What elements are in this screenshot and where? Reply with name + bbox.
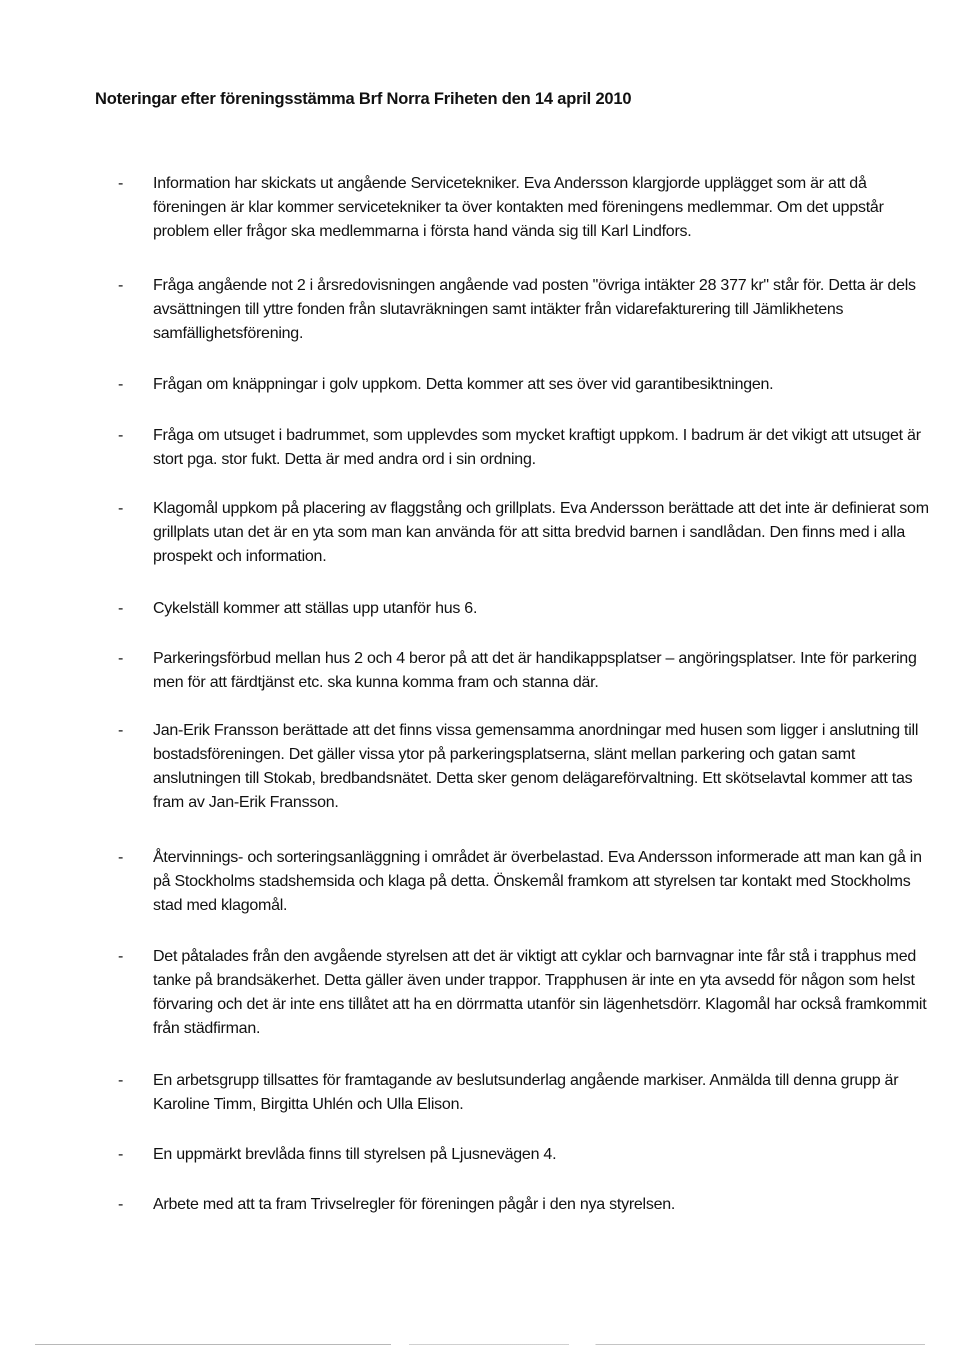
bullet-dash: -	[118, 1146, 124, 1163]
list-item-text: Återvinnings- och sorteringsanläggning i området är överbelastad. Eva Andersson informerade att man kan gå in på Stockholms stadshemsida och klaga på detta. Önskemål framkom att styrelsen tar kontakt med Stockholms stad med klagomål.	[153, 849, 922, 914]
footer-divider	[35, 1344, 925, 1345]
list-item-text: Frågan om knäppningar i golv uppkom. Detta kommer att ses över vid garantibesiktningen.	[153, 376, 774, 393]
list-item	[118, 497, 933, 569]
bullet-dash: -	[118, 722, 124, 739]
list-item-text: Fråga angående not 2 i årsredovisningen angående vad posten "övriga intäkter 28 377 kr" står för. Detta är dels avsättningen till yttre fonden från slutavräkningen samt intäkter från vidarefakturering till Jämlikhetens samfällighetsförening.	[153, 277, 916, 342]
list-item	[118, 597, 933, 621]
list-item	[118, 1069, 933, 1117]
list-item	[118, 846, 933, 918]
bullet-dash: -	[118, 1072, 124, 1089]
bullet-dash: -	[118, 849, 124, 866]
list-item-text: Cykelställ kommer att ställas upp utanför hus 6.	[153, 600, 478, 617]
list-item-text: Jan-Erik Fransson berättade att det finns vissa gemensamma anordningar med husen som ligger i anslutning till bostadsföreningen. Det gäller vissa ytor på parkeringsplatserna, slänt mellan parkering och gatan samt anslutningen till Stokab, bredbandsnätet. Detta sker genom delägareförvaltning. Ett skötselavtal kommer att tas fram av Jan-Erik Fransson.	[153, 722, 919, 811]
bullet-dash: -	[118, 948, 124, 965]
list-item-text: Klagomål uppkom på placering av flaggstång och grillplats. Eva Andersson berättade att det inte är definierat som grillplats utan det är en yta som man kan använda för att sitta bredvid barnen i sandlådan. Den finns med i alla prospekt och information.	[153, 500, 929, 565]
list-item	[118, 373, 933, 397]
list-item-text: Det påtalades från den avgående styrelsen att det är viktigt att cyklar och barnvagnar inte får stå i trapphus med tanke på brandsäkerhet. Detta gäller även under trappor. Trapphusen är inte en yta avsedd för någon som helst förvaring och det är inte ens tillåtet att ha en dörrmatta utanför sin lägenhetsdörr. Klagomål har också framkommit från städfirman.	[153, 948, 927, 1037]
list-item	[118, 945, 933, 1041]
bullet-dash: -	[118, 427, 124, 444]
list-item-text: En arbetsgrupp tillsattes för framtagande av beslutsunderlag angående markiser. Anmälda till denna grupp är Karoline Timm, Birgitta Uhlén och Ulla Elison.	[153, 1072, 899, 1113]
list-item-text: En uppmärkt brevlåda finns till styrelsen på Ljusnevägen 4.	[153, 1146, 557, 1163]
page-title: Noteringar efter föreningsstämma Brf Norra Friheten den 14 april 2010	[95, 90, 632, 108]
list-item-text: Arbete med att ta fram Trivselregler för föreningen pågår i den nya styrelsen.	[153, 1196, 676, 1213]
list-item-text: Information har skickats ut angående Servicetekniker. Eva Andersson klargjorde upplägget som är att då föreningen är klar kommer servicetekniker ta över kontakten med föreningens medlemmar. Om det uppstår problem eller frågor ska medlemmarna i första hand vända sig till Karl Lindfors.	[153, 175, 884, 240]
list-item	[118, 1143, 933, 1167]
bullet-dash: -	[118, 175, 124, 192]
bullet-dash: -	[118, 500, 124, 517]
list-item	[118, 1193, 933, 1217]
list-item	[118, 424, 933, 472]
bullet-dash: -	[118, 376, 124, 393]
bullet-dash: -	[118, 1196, 124, 1213]
list-item	[118, 719, 933, 815]
list-item-text: Fråga om utsuget i badrummet, som upplevdes som mycket kraftigt uppkom. I badrum är det vikigt att utsuget är stort pga. stor fukt. Detta är med andra ord i sin ordning.	[153, 427, 921, 468]
list-item	[118, 647, 933, 695]
bullet-dash: -	[118, 600, 124, 617]
bullet-dash: -	[118, 650, 124, 667]
bullet-dash: -	[118, 277, 124, 294]
list-item-text: Parkeringsförbud mellan hus 2 och 4 beror på att det är handikappsplatser – angöringsplatser. Inte för parkering men för att färdtjänst etc. ska kunna komma fram och stanna där.	[153, 650, 917, 691]
list-item	[118, 274, 933, 346]
list-item	[118, 172, 933, 244]
